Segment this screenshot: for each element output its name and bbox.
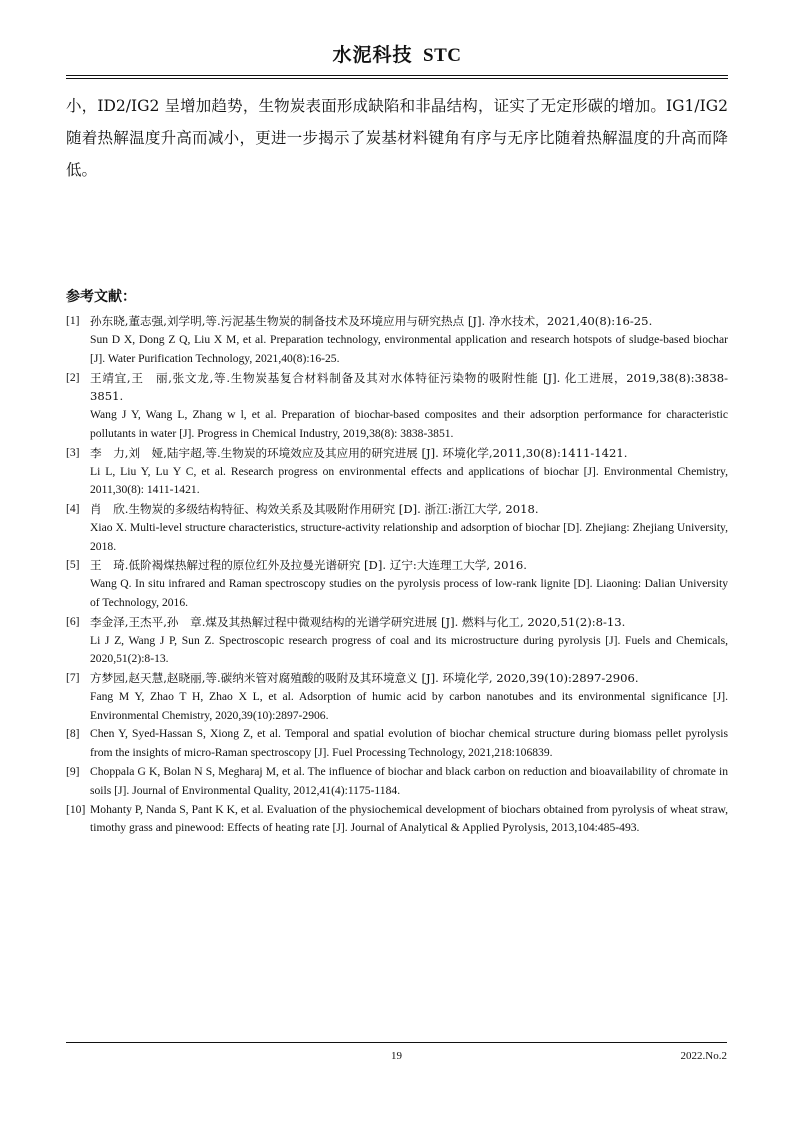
reference-number: [7] bbox=[66, 671, 80, 685]
reference-line: 王 琦.低阶褐煤热解过程的原位红外及拉曼光谱研究 [D]. 辽宁:大连理工大学, 2016. bbox=[90, 558, 527, 573]
page-content bbox=[66, 40, 728, 1080]
reference-number: [10] bbox=[66, 802, 86, 816]
reference-line: Li J Z, Wang J P, Sun Z. Spectroscopic research progress of coal and its microstructure during pyrolysis [J]. Fuels and Chemicals, 2020,51(2):8-13. bbox=[90, 633, 728, 666]
reference-line: Choppala G K, Bolan N S, Megharaj M, et al. The influence of biochar and black carbon on reduction and bioavailability of chromate in soils [J]. Journal of Environmental Quality, 2012,41(4):1175-1184. bbox=[90, 765, 728, 797]
reference-item bbox=[66, 369, 728, 444]
issue-label: 2022.No.2 bbox=[680, 1050, 727, 1062]
reference-body bbox=[90, 613, 728, 669]
reference-line: Chen Y, Syed-Hassan S, Xiong Z, et al. Temporal and spatial evolution of biochar chemical structure during biomass pellet pyrolysis from the insights of micro-Raman spectroscopy [J]. Fuel Processing Technology, 2021,218:106839. bbox=[90, 727, 728, 760]
reference-line: Wang J Y, Wang L, Zhang w l, et al. Preparation of biochar-based composites and their adsorption performance for characteristic pollutants in water [J]. Progress in Chemical Industry, 2019,38(8): 3838-3851. bbox=[90, 408, 728, 440]
reference-number: [2] bbox=[66, 370, 80, 384]
reference-body bbox=[90, 556, 728, 612]
reference-line: 方梦园,赵天慧,赵晓丽,等.碳纳米管对腐殖酸的吸附及其环境意义 [J]. 环境化学, 2020,39(10):2897-2906. bbox=[90, 671, 639, 686]
reference-body bbox=[90, 369, 728, 444]
reference-number: [9] bbox=[66, 765, 80, 779]
reference-line: 李金泽,王杰平,孙 章.煤及其热解过程中微观结构的光谱学研究进展 [J]. 燃料与化工, 2020,51(2):8-13. bbox=[90, 614, 626, 629]
reference-body bbox=[90, 444, 728, 500]
reference-body bbox=[90, 312, 728, 368]
journal-title: 水泥科技 bbox=[332, 44, 413, 66]
page-header bbox=[66, 40, 728, 73]
reference-number: [1] bbox=[66, 314, 80, 328]
reference-line: Wang Q. In situ infrared and Raman spectroscopy studies on the pyrolysis process of low-rank lignite [D]. Liaoning: Dalian University of Technology, 2016. bbox=[90, 577, 728, 610]
reference-number: [5] bbox=[66, 558, 80, 572]
reference-body bbox=[90, 725, 728, 763]
reference-item bbox=[66, 725, 728, 763]
header-rule-thick bbox=[66, 75, 728, 76]
reference-item bbox=[66, 613, 728, 669]
reference-item bbox=[66, 500, 728, 556]
journal-abbreviation: STC bbox=[423, 45, 462, 66]
reference-body bbox=[90, 763, 728, 801]
reference-number: [6] bbox=[66, 614, 80, 628]
reference-number: [4] bbox=[66, 502, 80, 516]
body-paragraph: 小，ID2/IG2 呈增加趋势，生物炭表面形成缺陷和非晶结构，证实了无定形碳的增加。IG1/IG2 随着热解温度升高而减小，更进一步揭示了炭基材料键角有序与无序比随着热解温度的升高而降低。 bbox=[66, 97, 728, 179]
reference-line: Xiao X. Multi-level structure characteristics, structure-activity relationship and adsorption of biochar [D]. Zhejiang: Zhejiang University, 2018. bbox=[90, 520, 728, 553]
reference-item bbox=[66, 312, 728, 368]
reference-item bbox=[66, 669, 728, 725]
reference-number: [8] bbox=[66, 727, 80, 741]
reference-line: 李 力,刘 娅,陆宇超,等.生物炭的环境效应及其应用的研究进展 [J]. 环境化学,2011,30(8):1411-1421. bbox=[90, 445, 628, 460]
reference-line: 肖 欣.生物炭的多级结构特征、构效关系及其吸附作用研究 [D]. 浙江:浙江大学, 2018. bbox=[90, 502, 539, 517]
reference-line: Mohanty P, Nanda S, Pant K K, et al. Evaluation of the physiochemical development of biochars obtained from pyrolysis of wheat straw, timothy grass and pinewood: Effects of heating rate [J]. Journal of Analytical & Applied Pyrolysis, 2013,104:485-493. bbox=[90, 802, 728, 835]
footer-rule bbox=[66, 1042, 727, 1043]
reference-body bbox=[90, 801, 728, 839]
reference-item bbox=[66, 444, 728, 500]
page-number: 19 bbox=[391, 1050, 402, 1062]
header-rule-thin bbox=[66, 78, 728, 79]
reference-body bbox=[90, 500, 728, 556]
reference-line: Sun D X, Dong Z Q, Liu X M, et al. Preparation technology, environmental application and research hotspots of sludge-based biochar [J]. Water Purification Technology, 2021,40(8):16-25. bbox=[90, 333, 728, 365]
references-list bbox=[66, 312, 728, 838]
reference-body bbox=[90, 669, 728, 725]
reference-item bbox=[66, 801, 728, 839]
reference-line: Fang M Y, Zhao T H, Zhao X L, et al. Adsorption of humic acid by carbon nanotubes and its environmental significance [J]. Environmental Chemistry, 2020,39(10):2897-2906. bbox=[90, 689, 728, 722]
references-heading: 参考文献： bbox=[66, 289, 136, 306]
reference-line: 王靖宜,王 丽,张文龙,等.生物炭基复合材料制备及其对水体特征污染物的吸附性能 [J]. 化工进展，2019,38(8):3838-3851. bbox=[90, 370, 728, 404]
reference-item bbox=[66, 556, 728, 612]
reference-item bbox=[66, 763, 728, 801]
reference-line: 孙东晓,董志强,刘学明,等.污泥基生物炭的制备技术及环境应用与研究热点 [J]. 净水技术，2021,40(8):16-25. bbox=[90, 314, 653, 329]
reference-number: [3] bbox=[66, 445, 80, 459]
reference-line: Li L, Liu Y, Lu Y C, et al. Research progress on environmental effects and applications of biochar [J]. Environmental Chemistry, 2011,30(8): 1411-1421. bbox=[90, 464, 728, 497]
